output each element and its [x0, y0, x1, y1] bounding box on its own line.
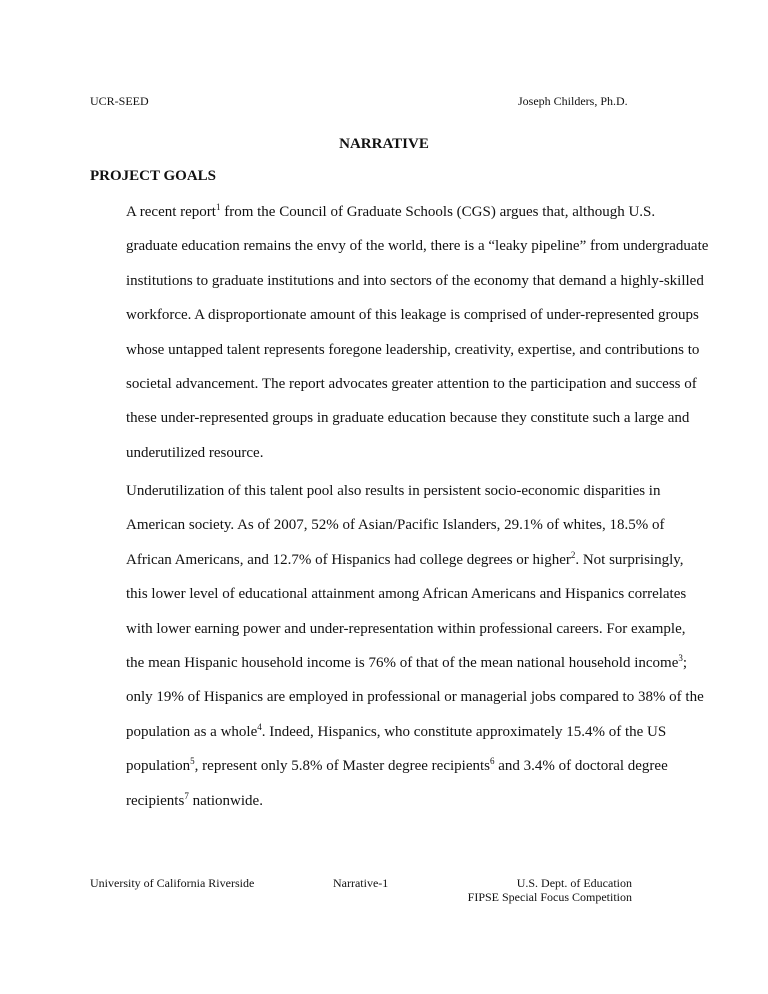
paragraph-line: recipients$^7$ nationwide. — [126, 790, 263, 809]
paragraph-line: only 19% of Hispanics are employed in professional or managerial jobs compared to 38% of the — [126, 689, 704, 706]
footer-right-line2: FIPSE Special Focus Competition — [467, 890, 632, 904]
footnote-ref: 6 — [489, 756, 495, 767]
paragraph-2 — [90, 474, 704, 818]
paragraph-line: Underutilization of this talent pool also results in persistent socio-economic disparities in — [126, 483, 661, 499]
paragraph-line: A recent report$^1$ from the Council of Graduate Schools (CGS) argues that, although U.S. — [126, 202, 656, 220]
paragraph-line: population$^5$, represent only 5.8% of Master degree recipients$^6$ and 3.4% of doctoral degree — [126, 756, 668, 775]
footer-center: Narrative-1 — [333, 876, 389, 890]
paragraph-line: underutilized resource. — [126, 444, 264, 461]
footnote-ref: 5 — [190, 756, 195, 767]
paragraph-line: with lower earning power and under-representation within professional careers. For example, — [126, 620, 686, 637]
paragraph-line: African Americans, and 12.7% of Hispanics had college degrees or higher$^2$. Not surprisingly, — [126, 549, 684, 568]
footnote-ref: 4 — [257, 721, 262, 732]
paragraph-1 — [90, 195, 709, 470]
paragraph-line: American society. As of 2007, 52% of Asian/Pacific Islanders, 29.1% of whites, 18.5% of — [126, 517, 665, 534]
footer-right-line1: U.S. Dept. of Education — [516, 876, 632, 890]
footer-left: University of California Riverside — [90, 876, 255, 890]
footnote-ref: 3 — [678, 653, 683, 664]
paragraph-line: societal advancement. The report advocates greater attention to the participation and success of — [126, 376, 697, 393]
paragraph-line: these under-represented groups in graduate education because they constitute such a large and — [126, 410, 690, 427]
paragraph-line: this lower level of educational attainment among African Americans and Hispanics correlates — [126, 586, 687, 603]
section-heading: PROJECT GOALS — [90, 168, 216, 184]
footnote-ref: 7 — [184, 790, 189, 801]
page-title: NARRATIVE — [339, 136, 429, 152]
paragraph-line: graduate education remains the envy of the world, there is a “leaky pipeline” from undergraduate — [126, 238, 709, 255]
paragraph-line: population as a whole$^4$. Indeed, Hispanics, who constitute approximately 15.4% of the US — [126, 721, 667, 740]
paragraph-line: institutions to graduate institutions and into sectors of the economy that demand a highly-skilled — [126, 272, 704, 289]
paragraph-line: workforce. A disproportionate amount of this leakage is comprised of under-represented groups — [126, 307, 699, 324]
header-right: Joseph Childers, Ph.D. — [518, 94, 628, 108]
paragraph-line: the mean Hispanic household income is 76% of that of the mean national household income$^3$; — [126, 653, 688, 672]
paragraph-line: whose untapped talent represents foregone leadership, creativity, expertise, and contributions to — [126, 341, 700, 358]
header-left: UCR-SEED — [90, 94, 149, 108]
footnote-ref: 1 — [215, 202, 221, 212]
footnote-ref: 2 — [570, 549, 576, 560]
